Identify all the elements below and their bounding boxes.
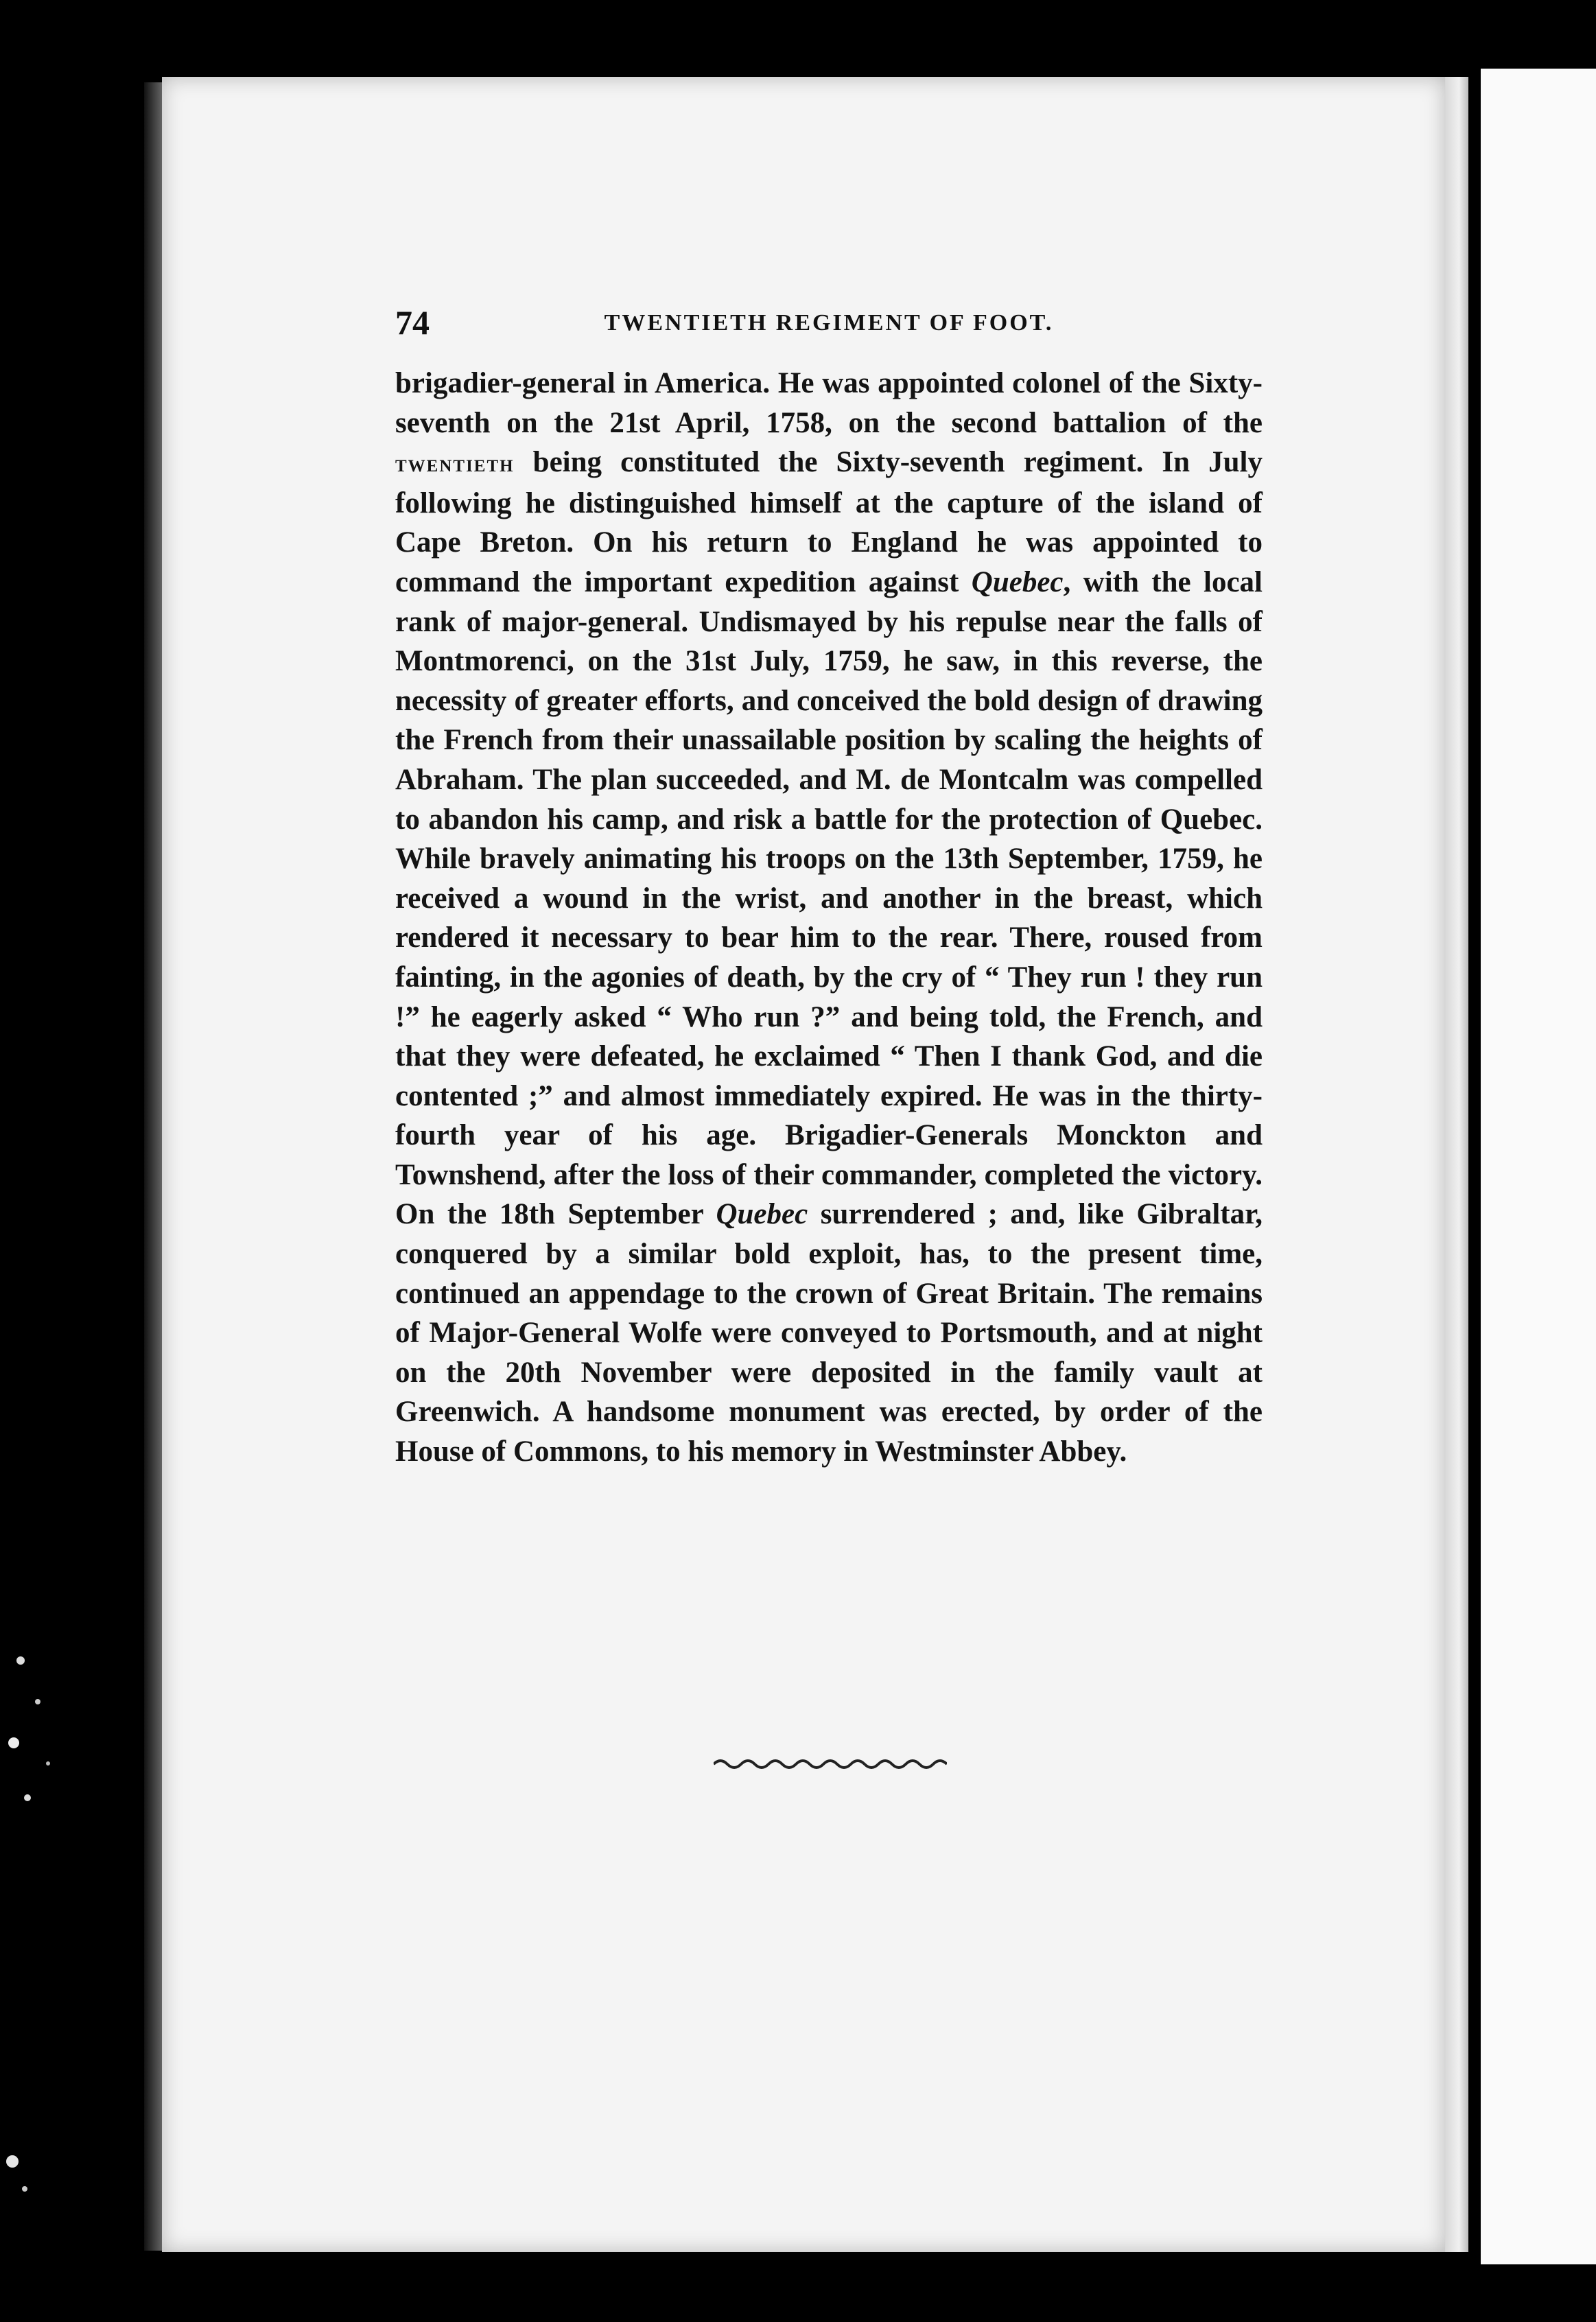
adjacent-page-edge — [1481, 69, 1596, 2264]
page-number: 74 — [395, 303, 430, 342]
italic-word: Quebec — [716, 1198, 808, 1231]
text-segment: brigadier-general in America. He was appointed colonel of the Sixty-seventh on the 21st April, 1758, on the second battalion of the — [395, 367, 1263, 439]
small-caps-word: twentieth — [395, 449, 515, 478]
scan-noise-specks — [0, 1441, 103, 2322]
page-header — [395, 302, 1263, 343]
body-paragraph — [395, 364, 1263, 1472]
book-spine-shadow — [144, 82, 163, 2251]
text-segment: being constituted the Sixty-seventh regiment. In July following he distinguished himself at the capture of the island of Cape Breton. On his return to England he was appointed to command the important expedition against — [395, 446, 1263, 598]
running-head: TWENTIETH REGIMENT OF FOOT. — [604, 310, 1054, 336]
text-segment: , with the local rank of major-general. Undismayed by his repulse near the falls of Montmorenci, on the 31st July, 1759, he saw, in this reverse, the necessity of greater efforts, and conceived the bold design of drawing the French from their unassailable position by scaling the heights of Abraham. The plan succeeded, and M. de Montcalm was compelled to abandon his camp, and risk a battle for the protection of Quebec. While bravely animating his troops on the 13th September, 1759, he received a wound in the wrist, and another in the breast, which rendered it necessary to bear him to the rear. There, roused from fainting, in the agonies of death, by the cry of “ They run ! they run !” he eagerly asked “ Who run ?” and being told, the French, and that they were defeated, he exclaimed “ Then I thank God, and die contented ;” and almost immediately expired. He was in the thirty-fourth year of his age. Brigadier-Generals Monckton and Townshend, after the loss of their commander, completed the victory. On the 18th September — [395, 565, 1263, 1231]
wavy-rule-ornament — [714, 1754, 947, 1774]
page-gutter — [1445, 77, 1468, 2252]
italic-word: Quebec — [971, 565, 1064, 598]
text-segment: surrendered ; and, like Gibraltar, conquered by a similar bold exploit, has, to the present time, continued an appendage to the crown of Great Britain. The remains of Major-General Wolfe were conveyed to Portsmouth, and at night on the 20th November were deposited in the family vault at Greenwich. A handsome monument was erected, by order of the House of Commons, to his memory in Westminster Abbey. — [395, 1198, 1263, 1468]
